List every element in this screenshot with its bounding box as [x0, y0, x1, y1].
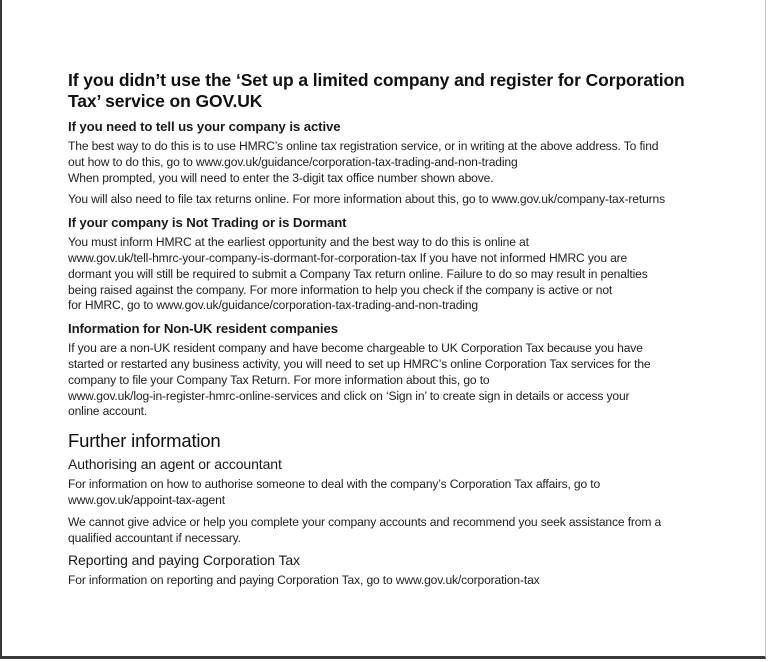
- text-line: online account.: [68, 404, 148, 419]
- paragraph: [68, 573, 728, 589]
- section-heading: Information for Non-UK resident companies: [68, 321, 338, 337]
- text-line-with-link: for HMRC, go to www.gov.uk/guidance/corporation-tax-trading-and-non-trading: [68, 298, 478, 313]
- text-line: started or restarted any business activity, you will need to set up HMRC’s online Corporation Tax services for the: [68, 356, 651, 371]
- text-line: The best way to do this is to use HMRC’s online tax registration service, or in writing at the above address. To find: [68, 139, 659, 153]
- document-content: [68, 70, 728, 595]
- section-reporting-paying: [68, 552, 728, 589]
- further-information-heading: Further information: [68, 430, 221, 452]
- text-line: being raised against the company. For more information to help you check if the company is active or not: [68, 282, 613, 297]
- section-not-trading-dormant: [68, 214, 728, 314]
- text-line-with-link: www.gov.uk/tell-hmrc-your-company-is-dormant-for-corporation-tax If you have not informed HMRC you are: [68, 250, 628, 265]
- text-line: dormant you will still be required to submit a Company Tax return online. Failure to do so may result in penalties: [68, 266, 648, 281]
- text-line-with-link: You will also need to file tax returns online. For more information about this, go to www.gov.uk/company-tax-returns: [68, 192, 665, 207]
- paragraph: [68, 192, 728, 208]
- paragraph: [68, 477, 728, 509]
- text-line-with-link: www.gov.uk/appoint-tax-agent: [68, 492, 225, 507]
- text-line-with-link: For information on reporting and paying Corporation Tax, go to www.gov.uk/corporation-tax: [68, 573, 540, 588]
- section-heading: Authorising an agent or accountant: [68, 456, 282, 473]
- text-line: company to file your Company Tax Return. For more information about this, go to: [68, 372, 490, 387]
- section-heading: If you need to tell us your company is active: [68, 119, 341, 134]
- text-line: You must inform HMRC at the earliest opportunity and the best way to do this is online at: [68, 235, 529, 250]
- paragraph: [68, 139, 728, 186]
- paragraph: [68, 515, 728, 547]
- text-line: When prompted, you will need to enter the 3-digit tax office number shown above.: [68, 170, 494, 185]
- text-line: For information on how to authorise someone to deal with the company’s Corporation Tax affairs, go to: [68, 477, 601, 492]
- text-line: We cannot give advice or help you complete your company accounts and recommend you seek assistance from a: [68, 514, 662, 529]
- title-line: Tax’ service on GOV.UK: [68, 91, 263, 111]
- section-company-active: [68, 118, 728, 208]
- text-line-with-link: out how to do this, go to www.gov.uk/guidance/corporation-tax-trading-and-non-trading: [68, 154, 518, 169]
- section-heading: If your company is Not Trading or is Dormant: [68, 215, 347, 231]
- text-line: qualified accountant if necessary.: [68, 530, 241, 545]
- page-title: [68, 70, 728, 112]
- section-non-uk-resident: [68, 320, 728, 420]
- text-line: If you are a non-UK resident company and have become chargeable to UK Corporation Tax because you have: [68, 341, 643, 356]
- section-authorising-agent: [68, 456, 728, 546]
- paragraph: [68, 235, 728, 314]
- title-line: If you didn’t use the ‘Set up a limited company and register for Corporation: [68, 70, 685, 90]
- section-heading: Reporting and paying Corporation Tax: [68, 552, 300, 569]
- text-line-with-link: www.gov.uk/log-in-register-hmrc-online-services and click on ‘Sign in’ to create sign in details or access your: [68, 388, 630, 403]
- paragraph: [68, 341, 728, 420]
